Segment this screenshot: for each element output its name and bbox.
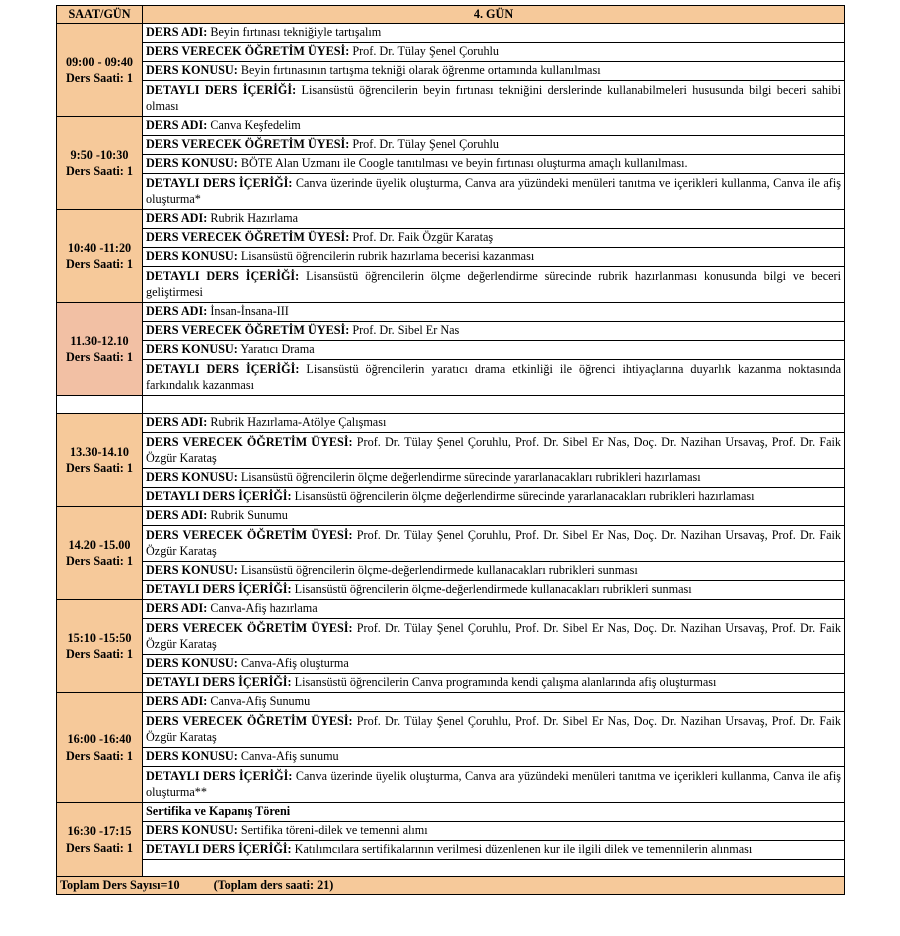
detayli-ders-icerigi: [143, 267, 845, 303]
ogretim-uyesi-label: DERS VERECEK ÖĞRETİM ÜYESİ:: [146, 434, 353, 449]
ders-adi-value: Canva-Afiş Sunumu: [210, 694, 311, 709]
ogretim-uyesi: [143, 229, 845, 248]
ders-adi: [143, 24, 845, 43]
ogretim-uyesi: [143, 526, 845, 562]
detayli-ders-icerigi: [143, 488, 845, 507]
ogretim-uyesi: [143, 43, 845, 62]
ogretim-uyesi-label: DERS VERECEK ÖĞRETİM ÜYESİ:: [146, 527, 353, 542]
session-hours: Ders Saati: 1: [65, 647, 134, 661]
session-time-cell: [57, 210, 143, 303]
detayli-ders-icerigi-label: DETAYLI DERS İÇERİĞİ:: [146, 842, 292, 857]
ders-konusu-value: Canva-Afiş oluşturma: [240, 656, 349, 671]
ogretim-uyesi-value: Prof. Dr. Faik Özgür Karataş: [352, 230, 494, 245]
detayli-ders-icerigi-label: DETAYLI DERS İÇERİĞİ:: [146, 582, 292, 597]
detayli-ders-icerigi-value: Lisansüstü öğrencilerin ölçme değerlendirme sürecinde yararlanacakları rubrikleri hazırlaması: [294, 489, 755, 504]
session-hours: Ders Saati: 1: [65, 554, 134, 568]
session-time-cell: [57, 803, 143, 877]
ders-adi: [143, 600, 845, 619]
ders-konusu: [143, 155, 845, 174]
detayli-ders-icerigi-value: Lisansüstü öğrencilerin yaratıcı drama etkinliği ile öğrenci ihtiyaçlarına duyarlık kazanma noktasında farkındalık kazanması: [146, 361, 842, 392]
total-lessons: Toplam Ders Sayısı=10: [60, 877, 180, 892]
ders-adi: [143, 117, 845, 136]
session-time: 16:30 -17:15: [67, 824, 132, 839]
ogretim-uyesi-label: DERS VERECEK ÖĞRETİM ÜYESİ:: [146, 620, 353, 635]
detayli-ders-icerigi-label: DETAYLI DERS İÇERİĞİ:: [146, 175, 293, 190]
detayli-ders-icerigi: [143, 581, 845, 600]
ders-adi: [143, 303, 845, 322]
total-hours: (Toplam ders saati: 21): [213, 877, 334, 892]
ders-adi-value: Canva-Afiş hazırlama: [210, 601, 318, 616]
ders-konusu: [143, 748, 845, 767]
ders-adi-value: Rubrik Hazırlama-Atölye Çalışması: [210, 415, 387, 430]
detayli-ders-icerigi-label: DETAYLI DERS İÇERİĞİ:: [146, 675, 292, 690]
ogretim-uyesi-label: DERS VERECEK ÖĞRETİM ÜYESİ:: [146, 230, 350, 245]
session-hours: Ders Saati: 1: [65, 164, 134, 178]
detayli-ders-icerigi-value: Lisansüstü öğrencilerin ölçme-değerlendirmede kullanacakları rubrikleri sunması: [294, 582, 692, 597]
detayli-ders-icerigi-value: Lisansüstü öğrencilerin beyin fırtınası tekniğini derslerinde kullanabilmeleri hususunda bilgi beceri sahibi olması: [146, 82, 841, 113]
ders-adi-label: DERS ADI:: [146, 25, 208, 40]
blank-cell: [143, 396, 845, 414]
detayli-ders-icerigi: [143, 841, 845, 860]
ders-adi-label: DERS ADI:: [146, 304, 208, 319]
ders-konusu-label: DERS KONUSU:: [146, 749, 238, 764]
ders-konusu-label: DERS KONUSU:: [146, 823, 238, 838]
schedule-table: [56, 5, 845, 895]
session-time-cell: [57, 303, 143, 396]
ogretim-uyesi: [143, 136, 845, 155]
session-time-cell: [57, 24, 143, 117]
ders-konusu-value: BÖTE Alan Uzmanı ile Coogle tanıtılması ve beyin fırtınası oluşturma amaçlı kullanılması.: [240, 156, 688, 171]
session-hours: Ders Saati: 1: [65, 461, 134, 475]
blank-cell: [57, 396, 143, 414]
session-time: 09:00 - 09:40: [65, 54, 134, 69]
ders-konusu: [143, 822, 845, 841]
ders-adi: [143, 210, 845, 229]
ders-konusu-label: DERS KONUSU:: [146, 249, 238, 264]
session-hours: Ders Saati: 1: [65, 71, 134, 85]
detayli-ders-icerigi: [143, 674, 845, 693]
detayli-ders-icerigi-label: DETAYLI DERS İÇERİĞİ:: [146, 82, 297, 97]
ders-adi: [143, 414, 845, 433]
detayli-ders-icerigi: [143, 174, 845, 210]
ders-konusu: [143, 62, 845, 81]
ders-adi: [143, 507, 845, 526]
blank-cell: [143, 860, 845, 877]
session-time-cell: [57, 117, 143, 210]
closing-title: [143, 803, 845, 822]
ders-konusu-label: DERS KONUSU:: [146, 156, 238, 171]
ogretim-uyesi-label: DERS VERECEK ÖĞRETİM ÜYESİ:: [146, 323, 350, 338]
ders-adi-label: DERS ADI:: [146, 118, 208, 133]
ders-konusu-value: Beyin fırtınasının tartışma tekniği olarak öğrenme ortamında kullanılması: [240, 63, 601, 78]
ders-adi-label: DERS ADI:: [146, 415, 208, 430]
time-column-header: SAAT/GÜN: [57, 6, 143, 24]
detayli-ders-icerigi: [143, 360, 845, 396]
ogretim-uyesi-value: Prof. Dr. Sibel Er Nas: [352, 323, 460, 338]
session-time-cell: [57, 693, 143, 803]
ders-konusu-value: Lisansüstü öğrencilerin ölçme değerlendirme sürecinde yararlanacakları rubrikleri hazırlaması: [240, 470, 701, 485]
ders-adi-label: DERS ADI:: [146, 508, 208, 523]
ders-konusu-label: DERS KONUSU:: [146, 563, 238, 578]
ders-konusu-value: Lisansüstü öğrencilerin ölçme-değerlendirmede kullanacakları rubrikleri sunması: [240, 563, 638, 578]
ders-konusu-label: DERS KONUSU:: [146, 656, 238, 671]
session-time: 16:00 -16:40: [67, 732, 132, 747]
session-time: 10:40 -11:20: [67, 240, 132, 255]
ders-konusu-label: DERS KONUSU:: [146, 342, 238, 357]
ders-konusu-value: Canva-Afiş sunumu: [240, 749, 339, 764]
ders-konusu-label: DERS KONUSU:: [146, 470, 238, 485]
ogretim-uyesi: [143, 712, 845, 748]
ders-adi-value: Canva Keşfedelim: [210, 118, 301, 133]
ogretim-uyesi-value: Prof. Dr. Tülay Şenel Çoruhlu: [352, 44, 500, 59]
ders-adi-value: İnsan-İnsana-III: [210, 304, 289, 319]
detayli-ders-icerigi-value: Lisansüstü öğrencilerin ölçme değerlendirme sürecinde rubrik hazırlanması konusunda bilgi ve beceri geliştirmesi: [146, 268, 841, 299]
session-time: 9:50 -10:30: [70, 147, 129, 162]
detayli-ders-icerigi-value: Canva üzerinde üyelik oluşturma, Canva ara yüzündeki menüleri tanıtma ve içerikleri kullanma, Canva ile afiş oluşturma*: [146, 175, 841, 206]
session-time-cell: [57, 507, 143, 600]
detayli-ders-icerigi: [143, 81, 845, 117]
session-time: 14.20 -15.00: [68, 537, 131, 552]
session-time-cell: [57, 414, 143, 507]
ders-adi-label: DERS ADI:: [146, 211, 208, 226]
ders-adi-value: Beyin fırtınası tekniğiyle tartışalım: [210, 25, 382, 40]
ogretim-uyesi-value: Prof. Dr. Tülay Şenel Çoruhlu, Prof. Dr. Sibel Er Nas, Doç. Dr. Nazihan Ursavaş, Prof. Dr. Faik Özgür Karataş: [146, 620, 842, 651]
session-time: 11.30-12.10: [70, 333, 129, 348]
ders-adi-value: Rubrik Hazırlama: [210, 211, 298, 226]
ogretim-uyesi-value: Prof. Dr. Tülay Şenel Çoruhlu, Prof. Dr. Sibel Er Nas, Doç. Dr. Nazihan Ursavaş, Prof. Dr. Faik Özgür Karataş: [146, 527, 842, 558]
ogretim-uyesi-value: Prof. Dr. Tülay Şenel Çoruhlu, Prof. Dr. Sibel Er Nas, Doç. Dr. Nazihan Ursavaş, Prof. Dr. Faik Özgür Karataş: [146, 434, 842, 465]
ogretim-uyesi-label: DERS VERECEK ÖĞRETİM ÜYESİ:: [146, 137, 350, 152]
ders-konusu-value: Lisansüstü öğrencilerin rubrik hazırlama becerisi kazanması: [240, 249, 535, 264]
ders-adi-value: Rubrik Sunumu: [210, 508, 288, 523]
detayli-ders-icerigi-label: DETAYLI DERS İÇERİĞİ:: [146, 768, 293, 783]
session-time: 15:10 -15:50: [67, 630, 132, 645]
day-column-header: 4. GÜN: [143, 6, 845, 24]
session-hours: Ders Saati: 1: [65, 748, 134, 763]
detayli-ders-icerigi-value: Lisansüstü öğrencilerin Canva programında kendi çalışma alanlarında afiş oluşturması: [294, 675, 717, 690]
ders-adi: [143, 693, 845, 712]
session-time-cell: [57, 600, 143, 693]
session-hours: Ders Saati: 1: [65, 350, 134, 364]
session-hours: Ders Saati: 1: [65, 257, 134, 271]
ders-konusu: [143, 469, 845, 488]
detayli-ders-icerigi-label: DETAYLI DERS İÇERİĞİ:: [146, 268, 300, 283]
ogretim-uyesi: [143, 322, 845, 341]
ders-konusu-value: Yaratıcı Drama: [240, 342, 315, 357]
detayli-ders-icerigi-value: Canva üzerinde üyelik oluşturma, Canva ara yüzündeki menüleri tanıtma ve içerikleri kullanma, Canva ile afiş oluşturma**: [146, 768, 841, 799]
ogretim-uyesi-value: Prof. Dr. Tülay Şenel Çoruhlu, Prof. Dr. Sibel Er Nas, Doç. Dr. Nazihan Ursavaş, Prof. Dr. Faik Özgür Karataş: [146, 713, 842, 744]
ders-konusu-value: Sertifika töreni-dilek ve temenni alımı: [240, 823, 428, 838]
detayli-ders-icerigi: [143, 767, 845, 803]
ogretim-uyesi: [143, 619, 845, 655]
ders-konusu: [143, 341, 845, 360]
ogretim-uyesi: [143, 433, 845, 469]
detayli-ders-icerigi-label: DETAYLI DERS İÇERİĞİ:: [146, 489, 292, 504]
ders-konusu: [143, 562, 845, 581]
ders-konusu-label: DERS KONUSU:: [146, 63, 238, 78]
detayli-ders-icerigi-label: DETAYLI DERS İÇERİĞİ:: [146, 361, 300, 376]
session-hours: Ders Saati: 1: [65, 840, 134, 855]
ders-adi-label: DERS ADI:: [146, 694, 208, 709]
ders-adi-label: DERS ADI:: [146, 601, 208, 616]
ogretim-uyesi-label: DERS VERECEK ÖĞRETİM ÜYESİ:: [146, 44, 350, 59]
closing-title-text: Sertifika ve Kapanış Töreni: [146, 804, 291, 819]
ders-konusu: [143, 655, 845, 674]
totals-footer: [57, 877, 845, 895]
ogretim-uyesi-value: Prof. Dr. Tülay Şenel Çoruhlu: [352, 137, 500, 152]
ogretim-uyesi-label: DERS VERECEK ÖĞRETİM ÜYESİ:: [146, 713, 353, 728]
session-time: 13.30-14.10: [70, 444, 129, 459]
detayli-ders-icerigi-value: Katılımcılara sertifikalarının verilmesi düzenlenen kur ile ilgili dilek ve temennilerin alınması: [294, 842, 753, 857]
ders-konusu: [143, 248, 845, 267]
